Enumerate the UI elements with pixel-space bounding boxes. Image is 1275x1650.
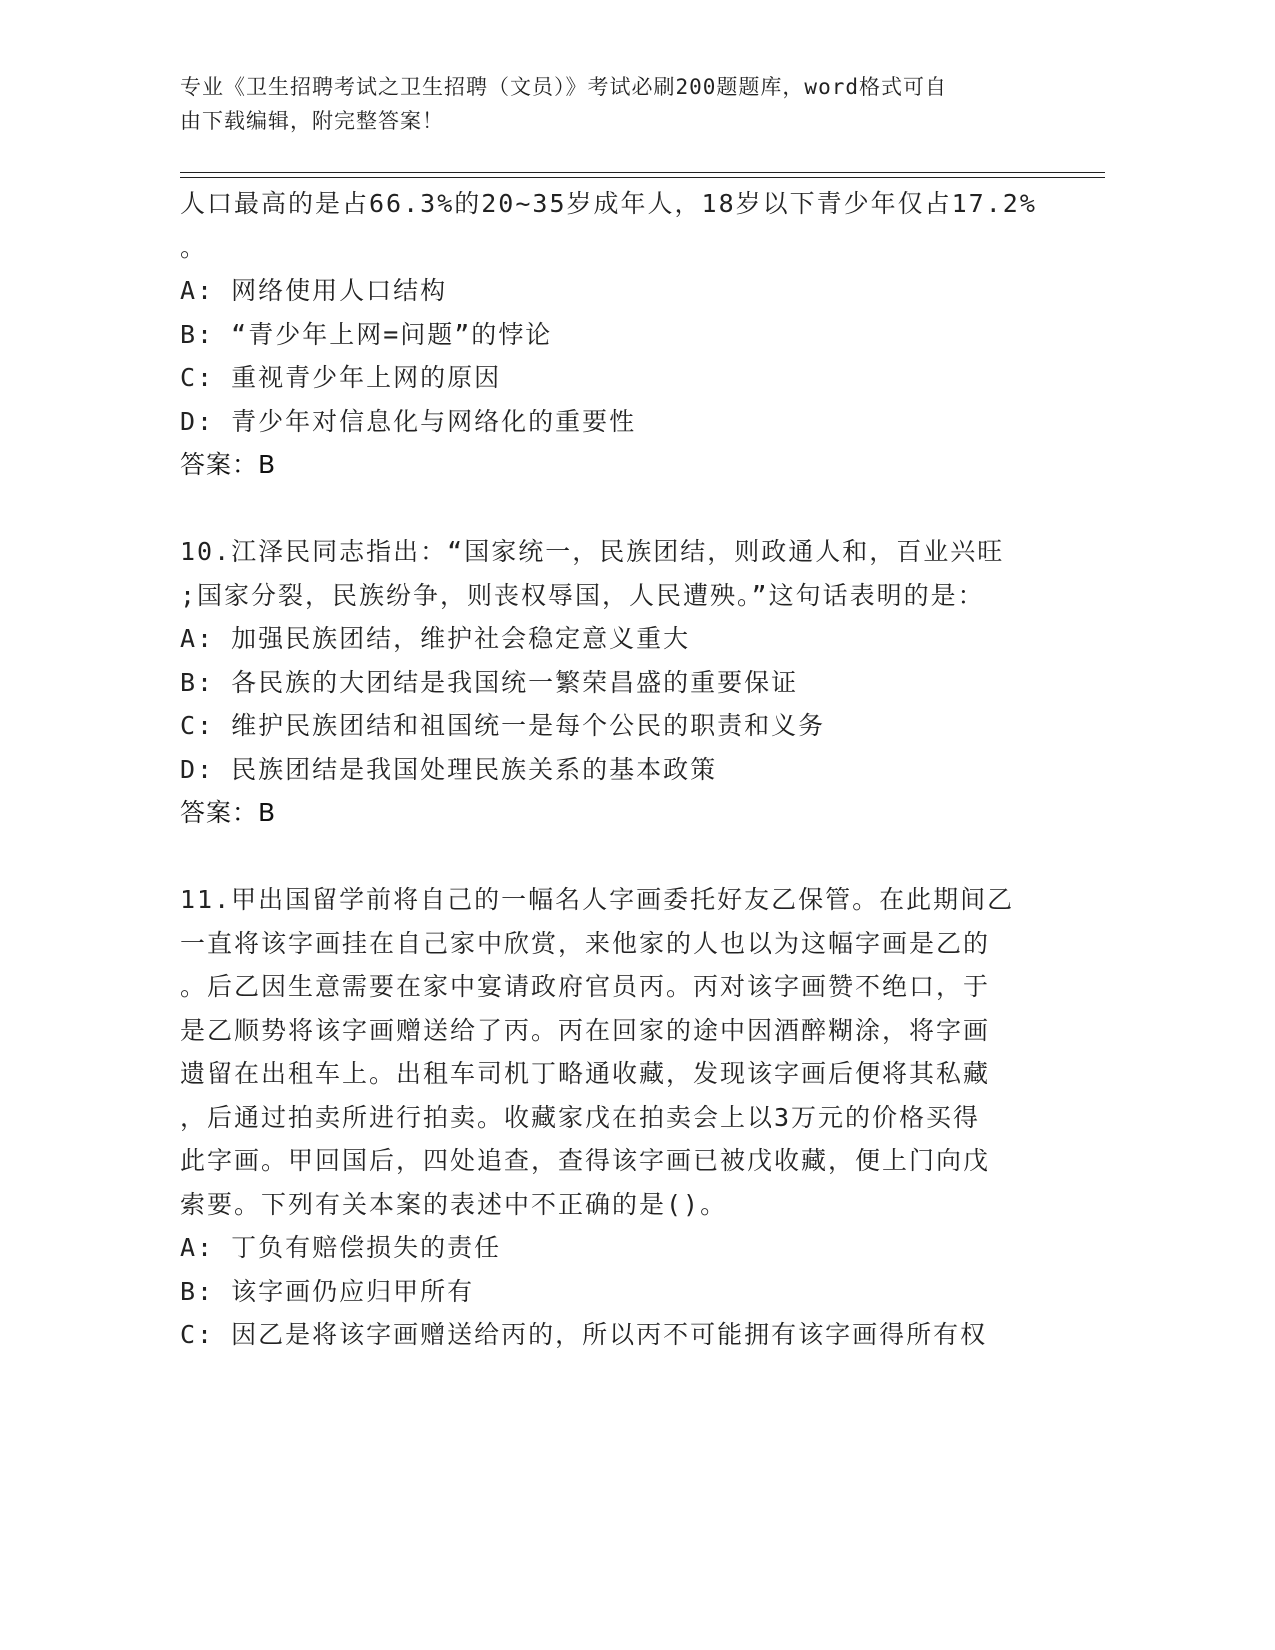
question-text-line: 是乙顺势将该字画赠送给了丙。丙在回家的途中因酒醉糊涂，将字画 <box>180 1015 991 1045</box>
option-d: D: 民族团结是我国处理民族关系的基本政策 <box>180 754 718 784</box>
header-divider <box>180 172 1105 178</box>
answer-label: 答案：B <box>180 798 277 827</box>
document-body <box>180 182 1060 1357</box>
question-text-line: 一直将该字画挂在自己家中欣赏，来他家的人也以为这幅字画是乙的 <box>180 928 991 958</box>
option-c: C: 因乙是将该字画赠送给丙的，所以丙不可能拥有该字画得所有权 <box>180 1320 988 1349</box>
option-c: C: 维护民族团结和祖国统一是每个公民的职责和义务 <box>180 711 826 740</box>
question-text-line: 人口最高的是占66.3%的20~35岁成年人，18岁以下青少年仅占17.2% <box>180 189 1037 218</box>
question-text-line: 遗留在出租车上。出租车司机丁略通收藏，发现该字画后便将其私藏 <box>180 1059 991 1088</box>
option-c: C: 重视青少年上网的原因 <box>180 363 502 392</box>
question-text-line: 索要。下列有关本案的表述中不正确的是()。 <box>180 1189 728 1219</box>
question-text-line: 11.甲出国留学前将自己的一幅名人字画委托好友乙保管。在此期间乙 <box>180 885 1015 914</box>
question-text-line: ;国家分裂，民族纷争，则丧权辱国，人民遭殃。”这句话表明的是： <box>180 580 985 610</box>
question-text-line: 。后乙因生意需要在家中宴请政府官员丙。丙对该字画赞不绝口，于 <box>180 972 991 1001</box>
option-b: B: “青少年上网=问题”的悖论 <box>180 319 553 349</box>
question-9-tail <box>180 182 1060 487</box>
spacer <box>180 835 1060 879</box>
option-a: A: 网络使用人口结构 <box>180 276 448 305</box>
option-b: B: 各民族的大团结是我国统一繁荣昌盛的重要保证 <box>180 667 799 697</box>
header-line-2: 由下载编辑，附完整答案！ <box>180 109 444 133</box>
question-text-line: 此字画。甲回国后，四处追查，查得该字画已被戊收藏，便上门向戊 <box>180 1146 991 1175</box>
header-line-1: 专业《卫生招聘考试之卫生招聘（文员）》考试必刷200题题库，word格式可自 <box>180 75 947 99</box>
option-d: D: 青少年对信息化与网络化的重要性 <box>180 406 637 436</box>
document-header <box>180 70 1060 138</box>
option-a: A: 丁负有赔偿损失的责任 <box>180 1233 502 1262</box>
option-b: B: 该字画仍应归甲所有 <box>180 1276 475 1306</box>
question-11 <box>180 878 1060 1357</box>
question-10 <box>180 530 1060 835</box>
option-a: A: 加强民族团结，维护社会稳定意义重大 <box>180 624 691 653</box>
question-text-line: ，后通过拍卖所进行拍卖。收藏家戊在拍卖会上以3万元的价格买得 <box>180 1102 981 1132</box>
answer-label: 答案：B <box>180 450 277 479</box>
spacer <box>180 487 1060 531</box>
question-text-line: 。 <box>180 232 208 262</box>
question-text-line: 10.江泽民同志指出：“国家统一，民族团结，则政通人和，百业兴旺 <box>180 537 1005 566</box>
